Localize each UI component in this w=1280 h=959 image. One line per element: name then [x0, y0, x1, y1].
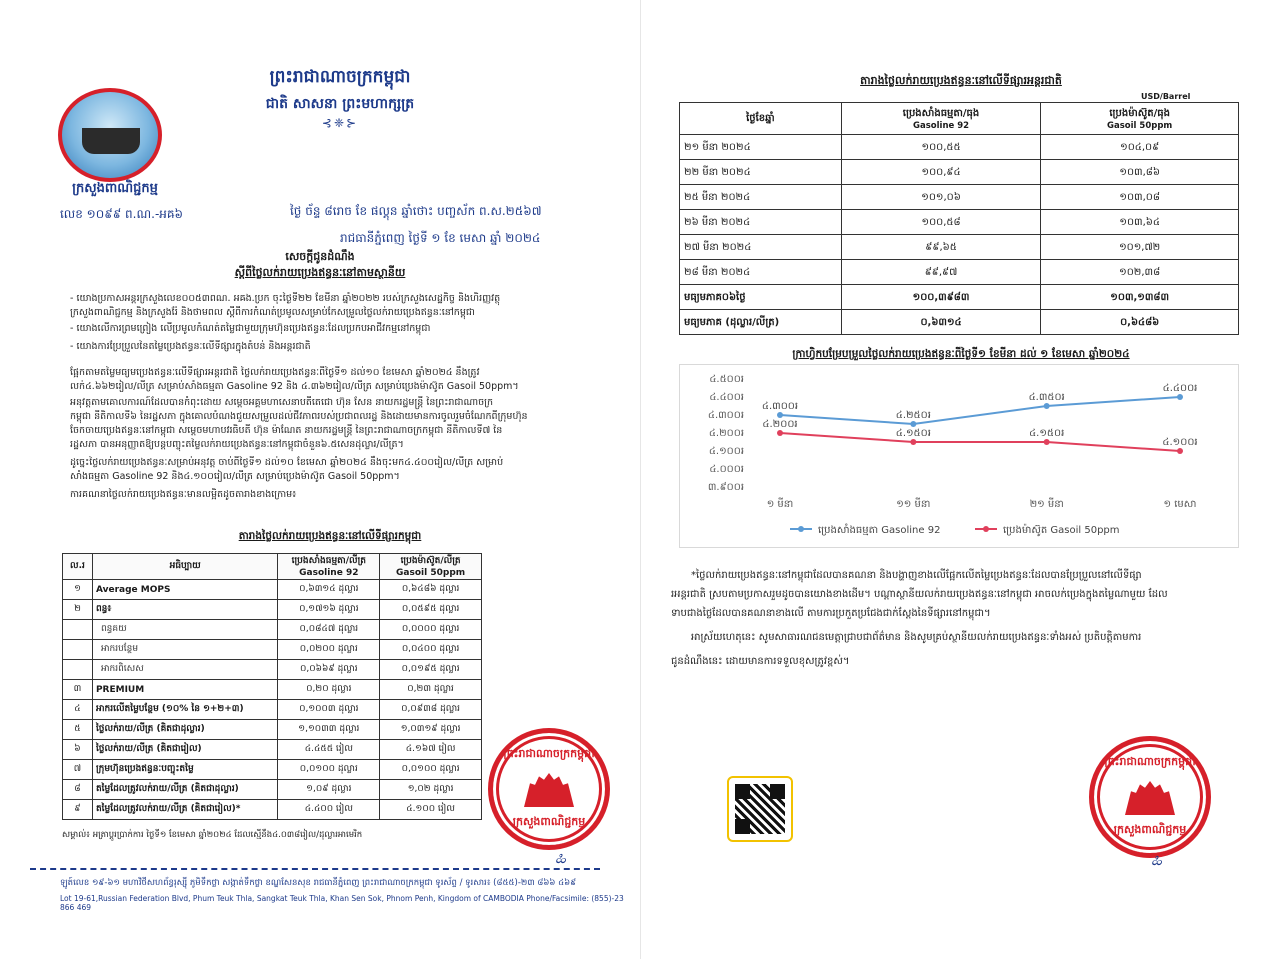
gasoil-value: ០,០៤០០ ដុល្លារ [380, 640, 482, 660]
gasoil-value: ១,០២ ដុល្លារ [380, 780, 482, 800]
gasoil-value: ១,០៣១៩ ដុល្លារ [380, 720, 482, 740]
gasoil-value: ១០៣,៦៤ [1041, 210, 1239, 235]
data-label: ៤.១០០៛ [1162, 437, 1198, 448]
row-description: ថ្លៃលក់រាយ/លីត្រ (គិតជារៀល) [92, 740, 277, 760]
y-tick-label: ៤.១០០៛ [708, 446, 744, 457]
gasoline-value: ៤.៤០០ រៀល [278, 800, 380, 820]
row-number [63, 640, 93, 660]
gasoline-value: ១០០,៥៨ [841, 210, 1041, 235]
gasoil-value: ១០៤,០៩ [1041, 135, 1239, 160]
table-row [63, 700, 482, 720]
gasoline-value: ៤.៤៥៥ រៀល [278, 740, 380, 760]
table-row [680, 210, 1239, 235]
gasoline-value: ០,១០០៣ ដុល្លារ [278, 700, 380, 720]
gasoline-value: ១០០,៥៥ [841, 135, 1041, 160]
x-tick-label: ១១ មីនា [896, 499, 931, 510]
table-row [63, 800, 482, 820]
international-table-caption: តារាងថ្លៃលក់រាយប្រេងឥន្ធនៈនៅលើទីផ្សារអន្តរជាតិ [860, 74, 1062, 87]
header-gasoline-en: Gasoline 92 [299, 568, 359, 578]
seal-bottom-text: ក្រសួងពាណិជ្ជកម្ម [512, 815, 586, 828]
header-gasoline-kh: ប្រេងសាំងធម្មតា/ធុង [902, 108, 980, 119]
price-trend-chart [679, 364, 1239, 548]
table-row [63, 740, 482, 760]
gasoline-value: ១០១,០៦ [841, 185, 1041, 210]
price-calculation-table [62, 553, 482, 820]
gasoil-value: ០,៦៤៨៦ [1041, 310, 1239, 335]
x-tick-label: ២១ មីនា [1029, 499, 1064, 510]
temple-icon [1125, 781, 1175, 815]
international-price-table [679, 102, 1239, 335]
header-gasoil [380, 554, 482, 580]
row-date: ២៥ មីនា ២០២៤ [680, 185, 842, 210]
ministry-name: ក្រសួងពាណិជ្ជកម្ម [72, 181, 158, 196]
footer-divider [30, 868, 600, 870]
signature: ಹಿ [1151, 850, 1162, 869]
row-number [63, 620, 93, 640]
body-paragraph: កម្ពុជា នីតិកាលទី៦ នៃរដ្ឋសភា ក្នុងគោលបំណងជួយសម្រួលដល់ជីវភាពរបស់ប្រជាពលរដ្ឋ និងដោយមានការចូលរួមចំណែកពីក្រុមហ៊ុន [70, 411, 528, 422]
ornament-divider: ⊰❈⊱ [321, 116, 359, 130]
header-no: ល.រ [63, 554, 93, 580]
annex-page [640, 0, 1280, 959]
signature: ಹಿ [555, 848, 566, 867]
legend-label: ប្រេងម៉ាស៊ូត Gasoil 50ppm [1003, 525, 1120, 536]
row-description: ក្រុមហ៊ុនប្រេងឥន្ធនៈបញ្ចុះតម្លៃ [92, 760, 277, 780]
row-number [63, 660, 93, 680]
footer-address-kh: ឡូត៍លេខ ១៩-៦១ មហាវិថីសហព័ន្ធរុស្ស៊ី ភូមិទឹកថ្លា សង្កាត់ទឹកថ្លា ខណ្ឌសែនសុខ រាជធានីភ្នំពេញ ព្រះរាជាណាចក្រកម្ពុជា ទូរស័ព្ទ / ទូរសារ៖ (៨៥៥)-២៣ ៨៦៦ ៤៦៩ [60, 878, 577, 888]
gasoline-value: ១០០,៣៩៨៣ [841, 285, 1041, 310]
data-label: ៤.១៥០៛ [895, 428, 931, 439]
exchange-rate-note: សម្គាល់៖ អត្រាប្ដូរប្រាក់ការ ថ្ងៃទី១ ខែមេសា ឆ្នាំ២០២៤ ដែលស្មើនឹង៤.០៣៨រៀល/ដុល្លារអាមេរិក [62, 830, 363, 840]
table-row [680, 260, 1239, 285]
data-label: ៤.៤០០៛ [1162, 383, 1198, 394]
data-point [1044, 403, 1050, 409]
national-motto: ជាតិ សាសនា ព្រះមហាក្សត្រ [265, 96, 415, 112]
data-label: ៤.១៥០៛ [1029, 428, 1065, 439]
header-gasoil-kh: ប្រេងម៉ាស៊ូត/ធុង [1109, 108, 1170, 119]
table-row [680, 185, 1239, 210]
gasoil-value: ០,០៥៩៥ ដុល្លារ [380, 600, 482, 620]
seal-top-text: ព្រះរាជាណាចក្រកម្ពុជា [503, 747, 595, 760]
row-description: ពន្ធ៖ [92, 600, 277, 620]
gasoline-value: ៩៩,៦៥ [841, 235, 1041, 260]
gasoline-value: ០,២០ ដុល្លារ [278, 680, 380, 700]
gasoil-value: ១០៣,៨៦ [1041, 160, 1239, 185]
data-point [1177, 448, 1183, 454]
table-row [63, 760, 482, 780]
lunar-date: ថ្ងៃ ច័ន្ទ ៨រោច ខែ ផល្គុន ឆ្នាំថោះ បញ្ចស័ក ព.ស.២៥៦៧ [290, 204, 542, 218]
legend-marker [983, 526, 989, 532]
data-label: ៤.២៥០៛ [895, 410, 931, 421]
table-row [680, 235, 1239, 260]
body-paragraph: ផ្អែកតាមតម្លៃមធ្យមប្រេងឥន្ធនៈលើទីផ្សារអន្តរជាតិ ថ្លៃលក់រាយប្រេងឥន្ធនៈពីថ្ងៃទី១ ដល់១០ ខែមេសា ឆ្នាំ២០២៤ នឹងត្រូវ [70, 367, 480, 378]
gasoil-value: ១០៣,០៨ [1041, 185, 1239, 210]
data-point [1177, 394, 1183, 400]
data-label: ៤.៣០០៛ [761, 401, 799, 412]
row-number: ៧ [63, 760, 93, 780]
footer-address-en: Lot 19-61,Russian Federation Blvd, Phum Teuk Thla, Sangkat Teuk Thla, Khan Sen Sok, Phnom Penh, Kingdom of CAMBODIA Phone/Facsimile: (855)-23 866 469 [60, 894, 624, 912]
header-description: អធិប្បាយ [92, 554, 277, 580]
row-number: ៨ [63, 780, 93, 800]
qr-code-icon[interactable] [727, 776, 793, 842]
row-number: ៣ [63, 680, 93, 700]
gasoline-value: ៩៩,៩៧ [841, 260, 1041, 285]
row-date: មធ្យមភាគ០៦ថ្ងៃ [680, 285, 842, 310]
row-description: តម្លៃដែលត្រូវលក់រាយ/លីត្រ (គិតជាដុល្លារ) [92, 780, 277, 800]
seal-top-text: ព្រះរាជាណាចក្រកម្ពុជា [1104, 755, 1196, 768]
table-row [63, 660, 482, 680]
body-paragraph: លក់៤.៦៦២រៀល/លីត្រ សម្រាប់សាំងធម្មតា Gasoline 92 និង ៤.៣៦២រៀល/លីត្រ សម្រាប់ប្រេងម៉ាស៊ូត Gasoil 50ppm។ [70, 381, 519, 392]
gasoil-value: ០,៦៤៨៦ ដុល្លារ [380, 580, 482, 600]
seal-icon [488, 728, 610, 850]
body-paragraph: ចែកចាយប្រេងឥន្ធនៈនៅកម្ពុជា សម្ដេចមហាបវរធិបតី ហ៊ុន ម៉ាណែត នាយករដ្ឋមន្ត្រី នៃព្រះរាជាណាចក្រកម្ពុជា នីតិកាលទី៧ នៃ [70, 425, 503, 436]
row-description: អាករពិសេស [92, 660, 277, 680]
gasoline-value: ១០០,៩៤ [841, 160, 1041, 185]
row-number: ៩ [63, 800, 93, 820]
x-tick-label: ១ មីនា [766, 499, 794, 510]
row-date: ២៨ មីនា ២០២៤ [680, 260, 842, 285]
y-tick-label: ៤.២០០៛ [708, 428, 744, 439]
gasoline-value: ១,០៩ ដុល្លារ [278, 780, 380, 800]
row-number: ៤ [63, 700, 93, 720]
gasoil-value: ០,២៣ ដុល្លារ [380, 680, 482, 700]
header-gasoline [841, 103, 1041, 135]
table-row [680, 310, 1239, 335]
table-header-row [680, 103, 1239, 135]
table-row [63, 620, 482, 640]
gasoil-value: ០,០១០០ ដុល្លារ [380, 760, 482, 780]
body-paragraph: - យោងការប្រែប្រួលនៃតម្លៃប្រេងឥន្ធនៈលើទីផ្សារក្នុងតំបន់ និងអន្តរជាតិ [70, 341, 311, 352]
y-tick-label: ៤.៣០០៛ [707, 410, 744, 421]
row-date: ២១ មីនា ២០២៤ [680, 135, 842, 160]
row-description: ពន្ធគយ [92, 620, 277, 640]
gasoline-value: ១,១០៣៣ ដុល្លារ [278, 720, 380, 740]
series-line [780, 397, 1180, 424]
table-row [63, 720, 482, 740]
notice-title: សេចក្ដីជូនដំណឹង [285, 250, 355, 263]
gasoline-value: ០,១៧១៦ ដុល្លារ [278, 600, 380, 620]
row-date: ២៦ មីនា ២០២៤ [680, 210, 842, 235]
data-point [777, 412, 783, 418]
x-tick-label: ១ មេសា [1163, 499, 1197, 510]
body-paragraph: រដ្ឋសភា បានអនុញ្ញាតឱ្យបន្តបញ្ចុះតម្លៃលក់រាយប្រេងឥន្ធនៈនៅកម្ពុជាចំនួន៦.៥សេនដុល្លារ/លីត្រ។ [70, 439, 404, 450]
table-row [680, 160, 1239, 185]
chart-svg [680, 365, 1238, 547]
row-date: មធ្យមភាគ (ដុល្លារ/លីត្រ) [680, 310, 842, 335]
data-point [910, 421, 916, 427]
y-tick-label: ៤.៥០០៛ [709, 374, 744, 385]
official-seal-left [488, 728, 610, 850]
row-description: ថ្លៃលក់រាយ/លីត្រ (គិតជាដុល្លារ) [92, 720, 277, 740]
row-description: តម្លៃដែលត្រូវលក់រាយ/លីត្រ (គិតជារៀល)* [92, 800, 277, 820]
gasoline-value: ០,០៨៤៧ ដុល្លារ [278, 620, 380, 640]
data-label: ៤.៣៥០៛ [1028, 392, 1065, 403]
data-point [1044, 439, 1050, 445]
data-label: ៤.២០០៛ [762, 419, 798, 430]
data-point [910, 439, 916, 445]
gasoil-value: ១០២,៣៨ [1041, 260, 1239, 285]
y-tick-label: ៣.៩០០៛ [707, 482, 744, 493]
gasoil-value: ១០៣,១៣៨៣ [1041, 285, 1239, 310]
gasoil-value: ០,០០០០ ដុល្លារ [380, 620, 482, 640]
legend-label: ប្រេងសាំងធម្មតា Gasoline 92 [818, 525, 941, 536]
row-date: ២៧ មីនា ២០២៤ [680, 235, 842, 260]
row-number: ៦ [63, 740, 93, 760]
annex-paragraph: ជូនដំណឹងនេះ ដោយមានការទទួលខុសត្រូវខ្ពស់។ [671, 656, 850, 667]
notice-subject: ស្ដីពីថ្លៃលក់រាយប្រេងឥន្ធនៈនៅតាមស្ថានីយ [234, 266, 406, 279]
row-description: អាករលើតម្លៃបន្ថែម (១០% នៃ ១+២+៣) [92, 700, 277, 720]
temple-icon [524, 773, 574, 807]
header-gasoil [1041, 103, 1239, 135]
y-tick-label: ៤.០០០៛ [709, 464, 744, 475]
table-header-row [63, 554, 482, 580]
header-gasoline [278, 554, 380, 580]
annex-paragraph: អាស្រ័យហេតុនេះ សូមសាធារណជនមេត្តាជ្រាបជាព័ត៌មាន និងសូមគ្រប់ស្ថានីយលក់រាយប្រេងឥន្ធនៈទាំងអស់ ប្រតិបត្តិតាមការ [691, 632, 1142, 643]
reference-number: លេខ ១០៩៩ ព.ណ.-អឝ៦ [60, 207, 184, 221]
row-description: PREMIUM [92, 680, 277, 700]
seal-icon [1089, 736, 1211, 858]
ship-icon [82, 128, 140, 154]
kingdom-heading: ព្រះរាជាណាចក្រកម្ពុជា [269, 67, 411, 87]
header-gasoline-kh: ប្រេងសាំងធម្មតា/លីត្រ [291, 556, 366, 566]
annex-paragraph: រអន្តរជាតិ ស្របតាមប្រកាសរួមដូចបានយោងខាងដើម។ បណ្ដាស្ថានីយលក់រាយប្រេងឥន្ធនៈនៅកម្ពុជា អាចលក់ប្រេងក្នុងតម្លៃណាមួយ ដែល [671, 589, 1168, 600]
table-row [63, 680, 482, 700]
header-gasoline-en: Gasoline 92 [913, 121, 970, 131]
seal-bottom-text: ក្រសួងពាណិជ្ជកម្ម [1113, 823, 1187, 836]
data-point [777, 430, 783, 436]
body-paragraph: សាំងធម្មតា Gasoline 92 និង៤.១០០រៀល/លីត្រ សម្រាប់ប្រេងម៉ាស៊ូត Gasoil 50ppm។ [70, 471, 400, 482]
gasoline-value: ០,០១០០ ដុល្លារ [278, 760, 380, 780]
table-row [63, 600, 482, 620]
body-paragraph: ដូច្នេះថ្លៃលក់រាយប្រេងឥន្ធនៈសម្រាប់អនុវត្ត ចាប់ពីថ្ងៃទី១ ដល់១០ ខែមេសា ឆ្នាំ២០២៤ នឹងចុះមក៤.៤០០រៀល/លីត្រ សម្រាប់ [70, 457, 504, 468]
gasoline-value: ០,៦៣១៤ ដុល្លារ [278, 580, 380, 600]
row-number: ៥ [63, 720, 93, 740]
header-gasoil-en: Gasoil 50ppm [396, 568, 466, 578]
solar-date: រាជធានីភ្នំពេញ ថ្ងៃទី ១ ខែ មេសា ឆ្នាំ ២០២៤ [340, 231, 541, 245]
legend-marker [798, 526, 804, 532]
table-row [680, 285, 1239, 310]
row-date: ២២ មីនា ២០២៤ [680, 160, 842, 185]
gasoil-value: ៤.១០០ រៀល [380, 800, 482, 820]
body-paragraph: - យោងលើការព្រមព្រៀង លើប្រមូលកំណត់តម្លៃជាមួយក្រុមហ៊ុនប្រេងឥន្ធនៈដែលប្រកបអាជីវកម្មនៅកម្ពុជា [70, 323, 431, 334]
table-row [680, 135, 1239, 160]
price-table-caption: តារាងថ្លៃលក់រាយប្រេងឥន្ធនៈនៅលើទីផ្សារកម្ពុជា [238, 530, 422, 542]
body-paragraph: ការគណនាថ្លៃលក់រាយប្រេងឥន្ធនៈមានលម្អិតដូចតារាងខាងក្រោម៖ [70, 489, 297, 500]
body-paragraph: - យោងប្រកាសអន្តរក្រសួងលេខ០០៥៣ពណ. អឝង.ប្រក ចុះថ្ងៃទី២២ ខែមីនា ឆ្នាំ២០២២ របស់ក្រសួងសេដ្ឋកិច្ច និងហិរញ្ញវត្ថុ [70, 293, 501, 304]
annex-paragraph: ទាបជាងថ្លៃដែលបានគណនាខាងលើ តាមការប្រកួតប្រជែងជាក់ស្ដែងនៃទីផ្សារនៅកម្ពុជា។ [671, 608, 991, 619]
table-row [63, 780, 482, 800]
annex-paragraph: *ថ្លៃលក់រាយប្រេងឥន្ធនៈនៅកម្ពុជាដែលបានគណនា និងបង្ហាញខាងលើផ្អែកលើតម្លៃប្រេងឥន្ធនៈដែលបានប្រែប្រួលនៅលើទីផ្សា [691, 570, 1142, 581]
chart-title: ក្រាហ្វិកបម្រែបម្រួលថ្លៃលក់រាយប្រេងឥន្ធនៈពីថ្ងៃទី១ ខែមីនា ដល់ ១ ខែមេសា ឆ្នាំ២០២៤ [792, 348, 1130, 360]
official-seal-right [1089, 736, 1211, 858]
gasoil-value: ០,០១៩៥ ដុល្លារ [380, 660, 482, 680]
table-row [63, 640, 482, 660]
gasoil-value: ០,០៩៣៨ ដុល្លារ [380, 700, 482, 720]
series-line [780, 433, 1180, 451]
gasoline-value: ០,០២០០ ដុល្លារ [278, 640, 380, 660]
unit-label: USD/Barrel [1141, 92, 1191, 101]
table-row [63, 580, 482, 600]
gasoil-value: ៤.១៦៧ រៀល [380, 740, 482, 760]
gasoil-value: ១០១,៧២ [1041, 235, 1239, 260]
header-gasoil-kh: ប្រេងម៉ាស៊ូត/លីត្រ [400, 556, 461, 566]
gasoline-value: ០,០៦៦៩ ដុល្លារ [278, 660, 380, 680]
row-description: Average MOPS [92, 580, 277, 600]
row-description: អាករបន្ថែម [92, 640, 277, 660]
header-date: ថ្ងៃខែឆ្នាំ [680, 103, 842, 135]
row-number: ១ [63, 580, 93, 600]
gasoline-value: ០,៦៣១៤ [841, 310, 1041, 335]
body-paragraph: ក្រសួងពាណិជ្ជកម្ម និងក្រសួងរ៉ែ និងថាមពល ស្ដីពីការកំណត់ប្រមូលសម្រាប់កែសម្រួលថ្លៃលក់រាយប្រេងឥន្ធនៈនៅកម្ពុជា [70, 307, 475, 318]
y-tick-label: ៤.៤០០៛ [709, 392, 744, 403]
row-number: ២ [63, 600, 93, 620]
body-paragraph: អនុវត្តតាមគោលការណ៍ដែលបានកំពុះដោយ សម្ដេចអគ្គមហាសេនាបតីតេជោ ហ៊ុន សែន នាយករដ្ឋមន្ត្រី នៃព្រះរាជាណាចក្រ [70, 397, 493, 408]
header-gasoil-en: Gasoil 50ppm [1107, 121, 1173, 131]
